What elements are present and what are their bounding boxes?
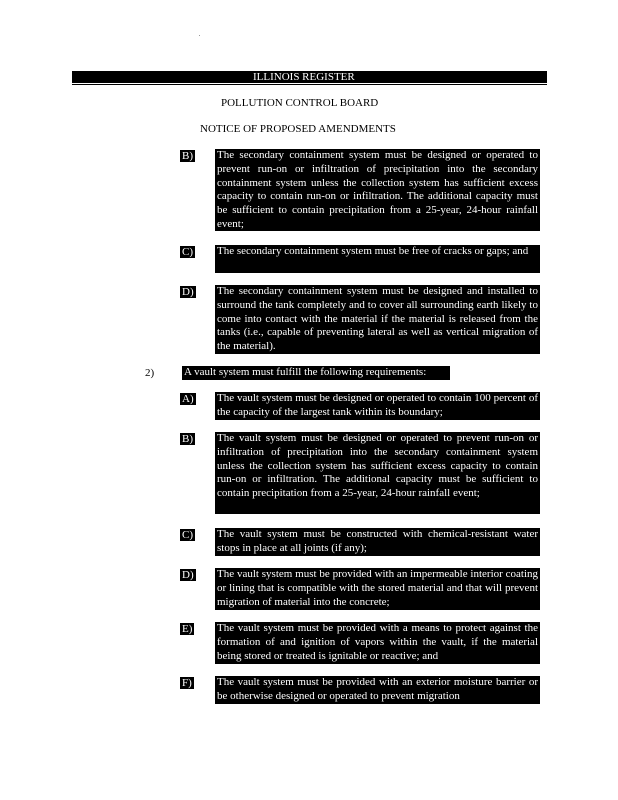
notice-title: NOTICE OF PROPOSED AMENDMENTS xyxy=(200,123,396,135)
item-text: The vault system must be provided with a means to protect against the formation of and ignition of vapors within the vault, if the material being stored or treated is ignitable or reactive; and xyxy=(215,622,540,664)
item-label: E) xyxy=(182,623,193,635)
item-text: The vault system must be designed or operated to prevent run-on or infiltration of precipitation into the secondary containment system unless the collection system has sufficient excess capacity to contain run-on or infiltration. The additional capacity must be sufficient to contain precipitation from a 25-year, 24-hour rainfall event; xyxy=(215,432,540,514)
item-text: The secondary containment system must be designed or operated to prevent run-on or infiltration of precipitation into the secondary containment system unless the collection system has sufficient excess capacity to contain run-on or infiltration. The additional capacity must be sufficient to contain precipitation from a 25-year, 24-hour rainfall event; xyxy=(217,149,538,230)
item-label: D) xyxy=(182,286,194,298)
item-text: The vault system must be designed or operated to contain 100 percent of the capacity of the largest tank within its boundary; xyxy=(215,392,540,420)
board-title: POLLUTION CONTROL BOARD xyxy=(221,97,379,109)
item-text: The vault system must be constructed with chemical-resistant water stops in place at all joints (if any); xyxy=(215,528,540,556)
item-label: B) xyxy=(182,150,193,162)
register-title: ILLINOIS REGISTER xyxy=(253,71,355,83)
item-text: The secondary containment system must be designed and installed to surround the tank completely and to cover all surrounding earth likely to come into contact with the material if the material is released from the tanks (i.e., capable of preventing lateral as well as vertical migration of the material). xyxy=(217,285,538,353)
item-label: B) xyxy=(182,433,193,445)
scan-speck xyxy=(199,35,200,36)
header-rule xyxy=(72,84,547,85)
item-label: F) xyxy=(182,677,192,689)
item-label: C) xyxy=(182,529,193,541)
item-text: The secondary containment system must be free of cracks or gaps; and xyxy=(215,245,540,273)
item-text: The vault system must be provided with an exterior moisture barrier or be otherwise designed or operated to prevent migration xyxy=(215,676,540,704)
section-number: 2) xyxy=(145,367,155,379)
item-label: C) xyxy=(182,246,193,258)
item-text: The vault system must be provided with an impermeable interior coating or lining that is compatible with the stored material and that will prevent migration of material into the concrete; xyxy=(215,568,540,610)
section-text: A vault system must fulfill the following requirements: xyxy=(182,366,450,380)
item-label: D) xyxy=(182,569,194,581)
item-label: A) xyxy=(182,393,194,405)
